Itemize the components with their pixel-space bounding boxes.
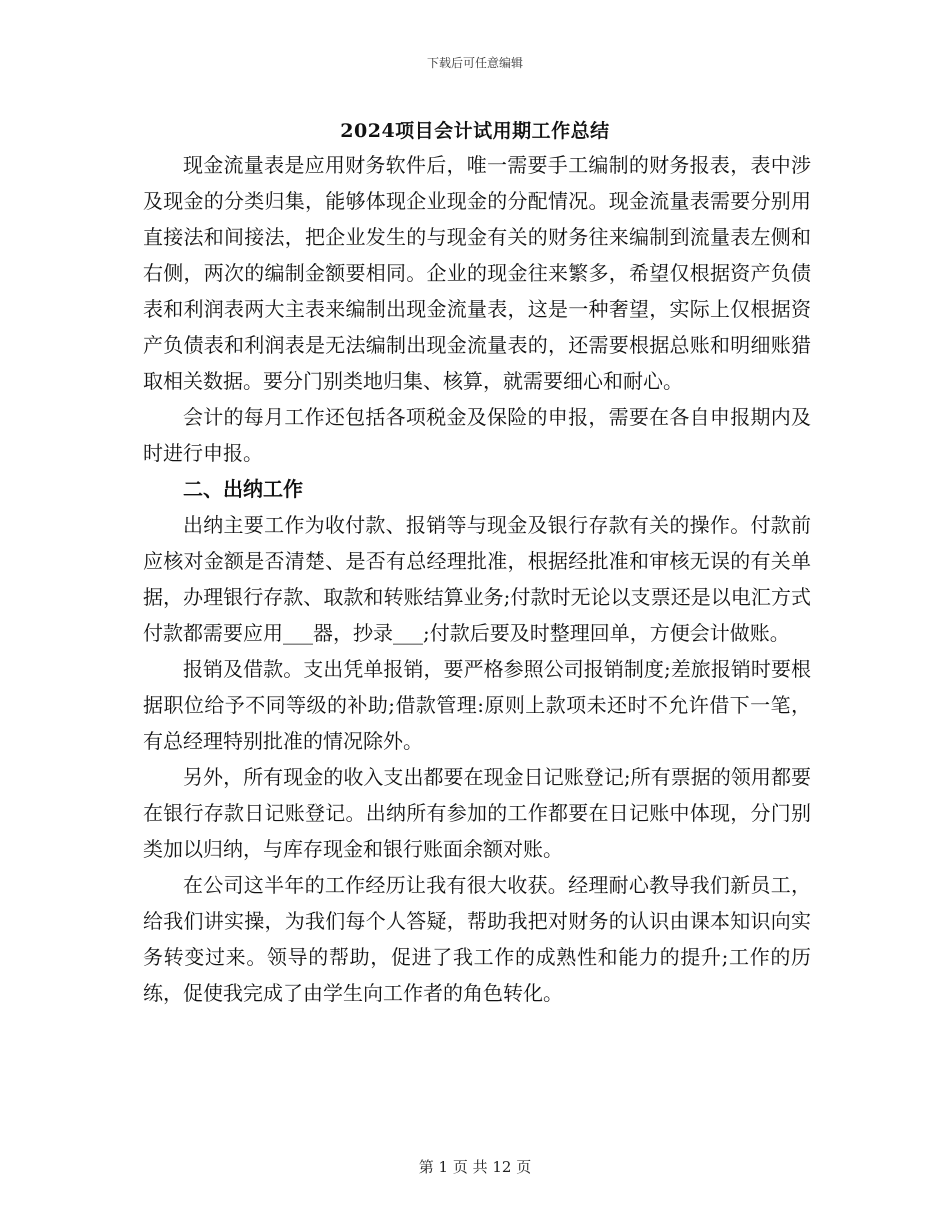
page-indicator: 第 1 页 共 12 页 [418,1158,532,1176]
paragraph-reimbursement: 报销及借款。支出凭单报销，要严格参照公司报销制度;差旅报销时要根据职位给予不同等级的补助;借款管理:原则上款项未还时不允许借下一笔，有总经理特别批准的情况除外。 [143,657,811,753]
paragraph-journal: 另外，所有现金的收入支出都要在现金日记账登记;所有票据的领用都要在银行存款日记账登记。出纳所有参加的工作都要在日记账中体现，分门别类加以归纳，与库存现金和银行账面余额对账。 [143,765,811,861]
document-body [143,147,811,1011]
paragraph-cashier-duties: 出纳主要工作为收付款、报销等与现金及银行存款有关的操作。付款前应核对金额是否清楚、是否有总经理批准，根据经批准和审核无误的有关单据，办理银行存款、取款和转账结算业务;付款时无论以支票还是以电汇方式付款都需要应用___器，抄录___;付款后要及时整理回单，方便会计做账。 [143,513,811,645]
paragraph-cash-flow: 现金流量表是应用财务软件后，唯一需要手工编制的财务报表，表中涉及现金的分类归集，能够体现企业现金的分配情况。现金流量表需要分别用直接法和间接法，把企业发生的与现金有关的财务往来编制到流量表左侧和右侧，两次的编制金额要相同。企业的现金往来繁多，希望仅根据资产负债表和利润表两大主表来编制出现金流量表，这是一种奢望，实际上仅根据资产负债表和利润表是无法编制出现金流量表的，还需要根据总账和明细账猎取相关数据。要分门别类地归集、核算，就需要细心和耐心。 [143,153,811,393]
document-title: 2024项目会计试用期工作总结 [340,120,610,142]
section-heading-cashier: 二、出纳工作 [183,477,303,501]
header-note: 下载后可任意编辑 [426,56,523,70]
paragraph-tax-declaration: 会计的每月工作还包括各项税金及保险的申报，需要在各自申报期内及时进行申报。 [143,405,811,465]
paragraph-summary: 在公司这半年的工作经历让我有很大收获。经理耐心教导我们新员工，给我们讲实操，为我们每个人答疑，帮助我把对财务的认识由课本知识向实务转变过来。领导的帮助，促进了我工作的成熟性和能力的提升;工作的历练，促使我完成了由学生向工作者的角色转化。 [143,873,811,1005]
